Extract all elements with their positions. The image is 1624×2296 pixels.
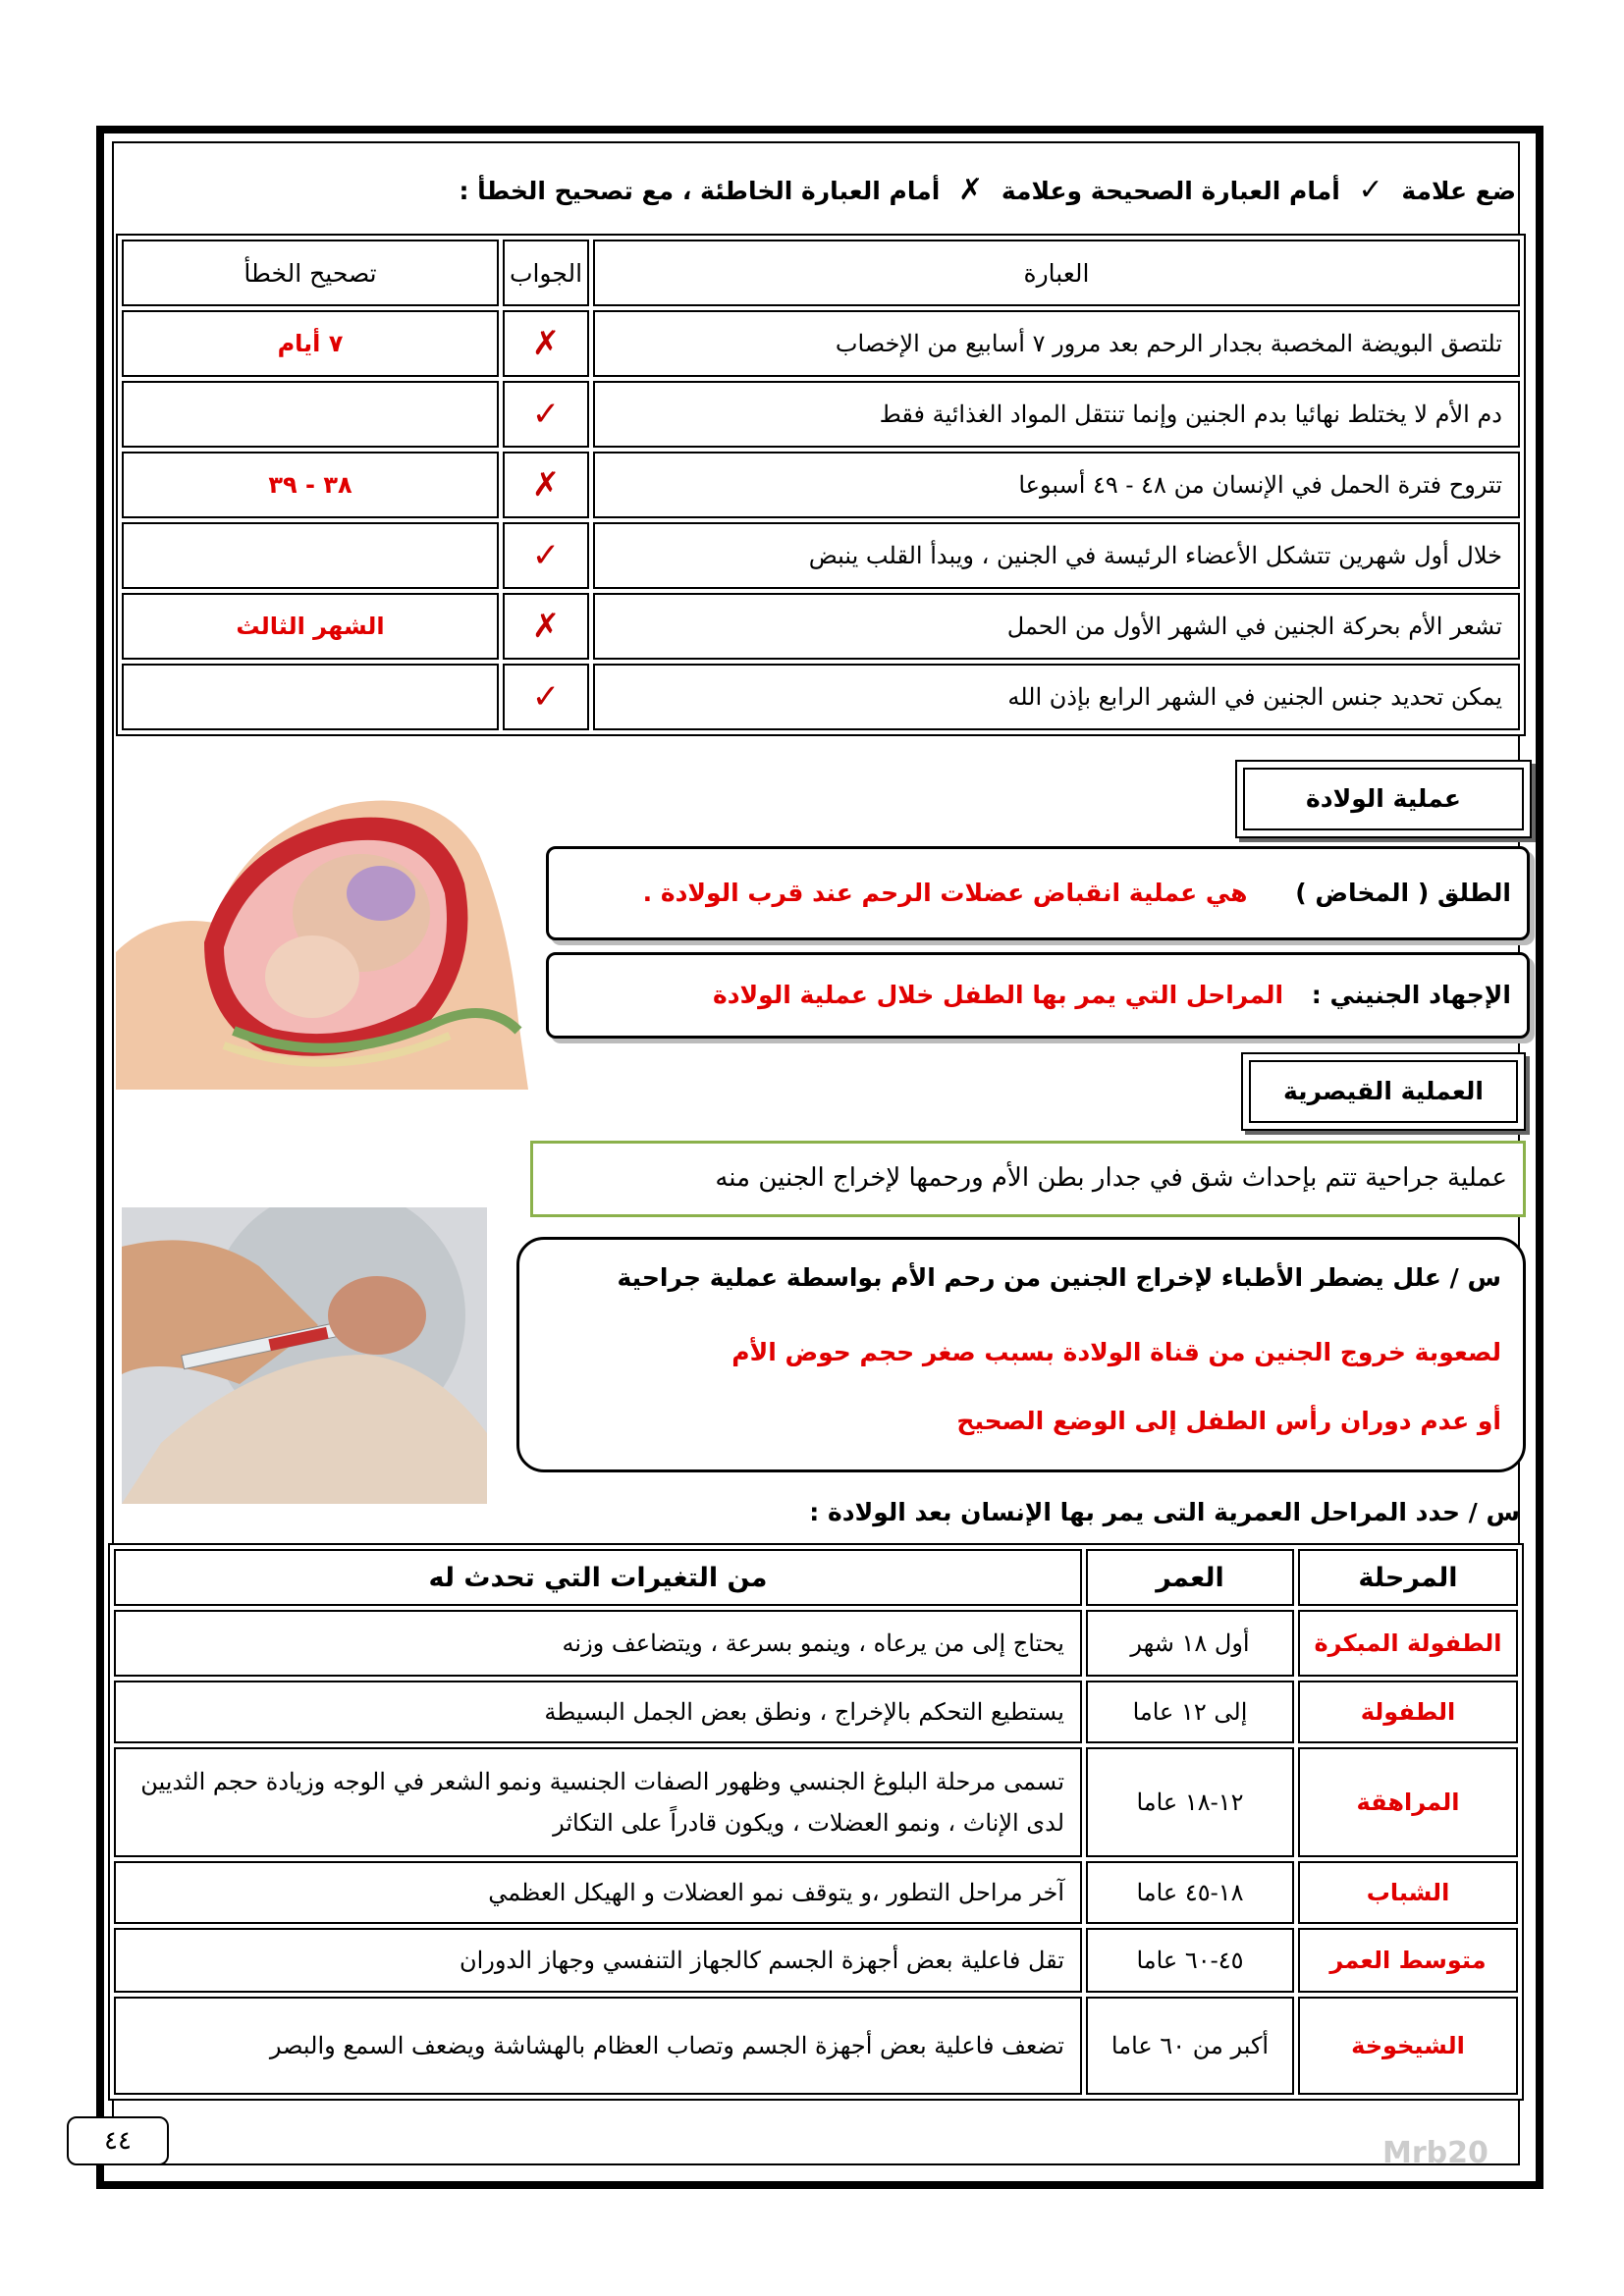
question-text: س / علل يضطر الأطباء لإخراج الجنين من رحم الأم بواسطة عملية جراحية — [617, 1263, 1501, 1292]
table-row — [114, 1861, 1518, 1924]
age-cell: ١٨-٤٥ عاما — [1086, 1861, 1294, 1924]
stage-cell: الطفولة المبكرة — [1298, 1610, 1518, 1677]
watermark: Mrb20 — [1382, 2136, 1489, 2170]
answer-line-1: لصعوبة خروج الجنين من قناة الولادة بسبب صغر حجم حوض الأم — [731, 1338, 1501, 1366]
birth-title-box — [1235, 760, 1532, 838]
statement-cell: يمكن تحديد جنس الجنين في الشهر الرابع بإذن الله — [593, 664, 1520, 730]
table-row — [114, 1681, 1518, 1743]
cesarean-title: العملية القيصرية — [1283, 1077, 1484, 1105]
table-row — [122, 381, 1520, 448]
answer-cell: ✗ — [503, 593, 589, 660]
fetus-in-womb-illustration — [116, 775, 528, 1090]
answer-cell: ✓ — [503, 664, 589, 730]
header-age: العمر — [1086, 1549, 1294, 1606]
statement-cell: تشعر الأم بحركة الجنين في الشهر الأول من الحمل — [593, 593, 1520, 660]
correction-cell — [122, 664, 499, 730]
answer-cell: ✓ — [503, 522, 589, 589]
table-row — [114, 1928, 1518, 1993]
cross-mark-icon: ✗ — [958, 173, 984, 207]
correction-cell: ٧ أيام — [122, 310, 499, 377]
header-statement: العبارة — [593, 240, 1520, 306]
birth-title: عملية الولادة — [1306, 784, 1461, 813]
header-changes: من التغيرات التي تحدث له — [114, 1549, 1082, 1606]
age-cell: ٤٥-٦٠ عاما — [1086, 1928, 1294, 1993]
table-row — [122, 310, 1520, 377]
statement-cell: تتروح فترة الحمل في الإنسان من ٤٨ - ٤٩ أسبوعا — [593, 452, 1520, 518]
correction-cell: ٣٨ - ٣٩ — [122, 452, 499, 518]
cesarean-injection-photo — [122, 1207, 487, 1504]
stage-cell: متوسط العمر — [1298, 1928, 1518, 1993]
table-row — [114, 1610, 1518, 1677]
stage-cell: الشيخوخة — [1298, 1997, 1518, 2095]
changes-cell: آخر مراحل التطور ،و يتوقف نمو العضلات و الهيكل العظمي — [114, 1861, 1082, 1924]
age-cell: إلى ١٢ عاما — [1086, 1681, 1294, 1743]
labor-definition-box — [546, 846, 1530, 940]
table-row — [122, 593, 1520, 660]
cesarean-definition-box — [530, 1141, 1526, 1217]
labor-term: الطلق ( المخاض ) — [1295, 879, 1511, 907]
table-row — [114, 1747, 1518, 1857]
cesarean-definition: عملية جراحية تتم بإحداث شق في جدار بطن الأم ورحمها لإخراج الجنين منه — [715, 1163, 1507, 1193]
fetal-distress-definition: المراحل التي يمر بها الطفل خلال عملية الولادة — [712, 981, 1284, 1009]
changes-cell: يستطيع التحكم بالإخراج ، ونطق بعض الجمل البسيطة — [114, 1681, 1082, 1743]
page-number: ٤٤ — [67, 2116, 169, 2165]
instruction-text-1: ضع علامة — [1401, 177, 1516, 205]
check-mark-icon: ✓ — [1358, 173, 1383, 207]
table-row — [114, 1997, 1518, 2095]
stage-cell: الطفولة — [1298, 1681, 1518, 1743]
table-row — [122, 664, 1520, 730]
changes-cell: تسمى مرحلة البلوغ الجنسي وظهور الصفات الجنسية ونمو الشعر في الوجه وزيادة حجم الثديين لدى الإناث ، ونمو العضلات ، ويكون قادراً على التكاثر — [114, 1747, 1082, 1857]
changes-cell: يحتاج إلى من يرعاه ، وينمو بسرعة ، ويتضاعف وزنه — [114, 1610, 1082, 1677]
table-header-row — [122, 240, 1520, 306]
instruction-text-3: أمام العبارة الخاطئة ، مع تصحيح الخطأ : — [459, 177, 941, 205]
correction-cell — [122, 522, 499, 589]
table-row — [122, 452, 1520, 518]
fetal-distress-term: الإجهاد الجنيني : — [1311, 981, 1511, 1009]
header-stage: المرحلة — [1298, 1549, 1518, 1606]
stages-question: س / حدد المراحل العمرية التى يمر بها الإنسان بعد الولادة : — [809, 1498, 1520, 1526]
instruction-line — [459, 173, 1516, 207]
labor-definition: هي عملية انقباض عضلات الرحم عند قرب الولادة . — [642, 879, 1248, 907]
age-cell: ١٢-١٨ عاما — [1086, 1747, 1294, 1857]
age-cell: أكبر من ٦٠ عاما — [1086, 1997, 1294, 2095]
header-answer: الجواب — [503, 240, 589, 306]
correction-cell: الشهر الثالث — [122, 593, 499, 660]
statement-cell: دم الأم لا يختلط نهائيا بدم الجنين وإنما تنتقل المواد الغذائية فقط — [593, 381, 1520, 448]
table-row — [122, 522, 1520, 589]
cesarean-title-box — [1241, 1052, 1526, 1131]
changes-cell: تضعف فاعلية بعض أجهزة الجسم وتصاب العظام بالهشاشة ويضعف السمع والبصر — [114, 1997, 1082, 2095]
age-cell: أول ١٨ شهر — [1086, 1610, 1294, 1677]
table-header-row — [114, 1549, 1518, 1606]
statement-cell: خلال أول شهرين تتشكل الأعضاء الرئيسة في الجنين ، ويبدأ القلب ينبض — [593, 522, 1520, 589]
answer-line-2: أو عدم دوران رأس الطفل إلى الوضع الصحيح — [956, 1407, 1501, 1435]
statement-cell: تلتصق البويضة المخصبة بجدار الرحم بعد مرور ٧ أسابيع من الإخصاب — [593, 310, 1520, 377]
question-box — [516, 1237, 1526, 1472]
true-false-table — [116, 234, 1526, 736]
stage-cell: المراهقة — [1298, 1747, 1518, 1857]
changes-cell: تقل فاعلية بعض أجهزة الجسم كالجهاز التنفسي وجهاز الدوران — [114, 1928, 1082, 1993]
answer-cell: ✗ — [503, 310, 589, 377]
correction-cell — [122, 381, 499, 448]
stage-cell: الشباب — [1298, 1861, 1518, 1924]
life-stages-table — [108, 1543, 1524, 2101]
answer-cell: ✗ — [503, 452, 589, 518]
answer-cell: ✓ — [503, 381, 589, 448]
instruction-text-2: أمام العبارة الصحيحة وعلامة — [1001, 177, 1340, 205]
header-correction: تصحيح الخطأ — [122, 240, 499, 306]
fetal-distress-box — [546, 952, 1530, 1039]
